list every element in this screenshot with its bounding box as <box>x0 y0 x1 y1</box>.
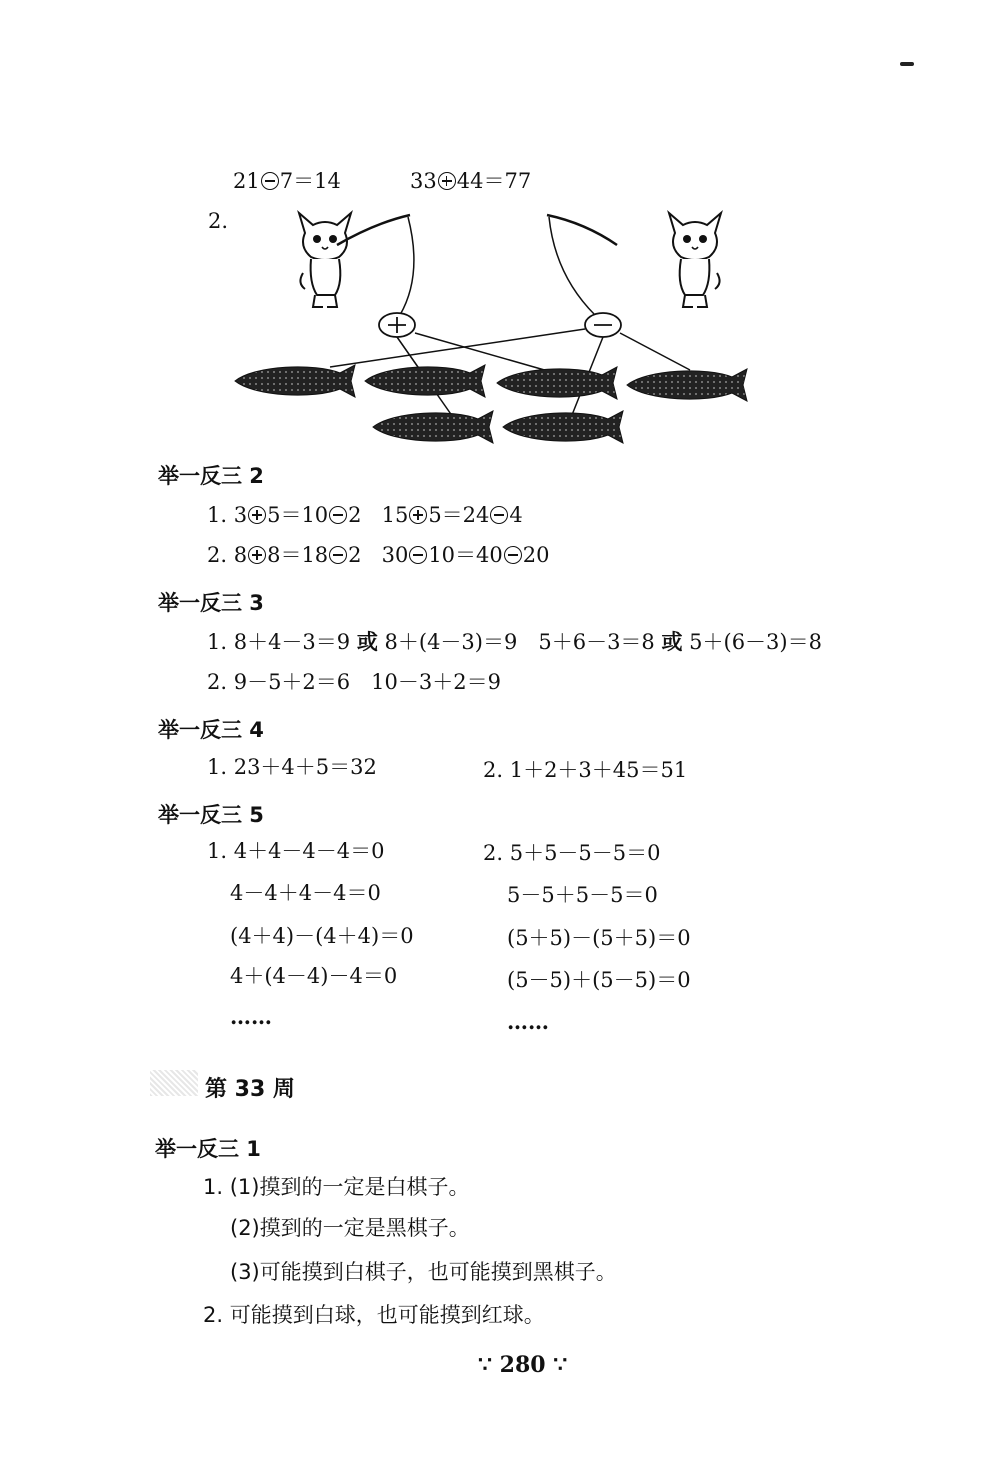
right-fishing-rod <box>547 215 617 245</box>
cat-fishing-icon <box>299 213 351 307</box>
answer-line: 2. 可能摸到白球，也可能摸到红球。 <box>203 1303 545 1327</box>
answer-line: 4＋(4－4)－4＝0 <box>230 964 398 988</box>
fish-icon <box>497 367 617 399</box>
section-heading: 举一反三 4 <box>158 718 264 742</box>
plus-circle-icon <box>409 506 427 524</box>
answer-line: (4＋4)－(4＋4)＝0 <box>230 924 414 948</box>
answer-line: 2. 1＋2＋3＋45＝51 <box>483 758 688 782</box>
answer-line: (3)可能摸到白棋子，也可能摸到黑棋子。 <box>230 1260 617 1284</box>
answer-line: 2. 9－5＋2＝6 10－3＋2＝9 <box>207 670 501 694</box>
minus-circle-icon <box>504 546 522 564</box>
fish-icon <box>235 365 355 397</box>
minus-circle-icon <box>585 313 621 337</box>
ellipsis: …… <box>507 1009 549 1034</box>
minus-circle-icon <box>261 172 279 190</box>
right-fishing-line <box>549 217 595 315</box>
section-heading: 举一反三 1 <box>155 1137 261 1161</box>
answer-line: 5－5＋5－5＝0 <box>507 883 658 907</box>
fish-icon <box>503 411 623 443</box>
minus-circle-icon <box>329 506 347 524</box>
left-fishing-line <box>400 217 414 315</box>
answer-line: 1. 23＋4＋5＝32 <box>207 755 377 779</box>
answer-line: 2. 8 8＝18 2 30 10＝40 20 <box>207 543 550 567</box>
section-heading: 举一反三 5 <box>158 803 264 827</box>
page-number: ∵ 280 ∵ <box>478 1352 568 1378</box>
plus-circle-icon <box>438 172 456 190</box>
section-heading: 举一反三 2 <box>158 464 264 488</box>
week-decoration <box>150 1070 198 1096</box>
week-title: 第 33 周 <box>205 1077 295 1102</box>
answer-line: (5＋5)－(5＋5)＝0 <box>507 926 691 950</box>
equation-33-44: 33 44＝77 <box>410 169 532 193</box>
scan-mark <box>900 62 914 66</box>
answer-line: 2. 5＋5－5－5＝0 <box>483 841 661 865</box>
equation-21-7: 21 7＝14 <box>233 169 341 193</box>
cat-fishing-icon <box>669 213 721 307</box>
answer-line: 1. 8＋4－3＝9 或 8＋(4－3)＝9 5＋6－3＝8 或 5＋(6－3)＝8 <box>207 630 822 654</box>
plus-circle-icon <box>248 546 266 564</box>
plus-circle-icon <box>379 313 415 337</box>
question-2-label: 2. <box>208 209 229 233</box>
minus-circle-icon <box>329 546 347 564</box>
answer-line: 1. (1)摸到的一定是白棋子。 <box>203 1175 470 1199</box>
answer-line: (2)摸到的一定是黑棋子。 <box>230 1216 470 1240</box>
plus-circle-icon <box>248 506 266 524</box>
minus-circle-icon <box>490 506 508 524</box>
fishing-cats-diagram <box>225 205 755 450</box>
answer-line: 1. 4＋4－4－4＝0 <box>207 839 385 863</box>
answer-line: (5－5)＋(5－5)＝0 <box>507 968 691 992</box>
ellipsis: …… <box>230 1004 272 1029</box>
answer-line: 4－4＋4－4＝0 <box>230 881 381 905</box>
minus-circle-icon <box>409 546 427 564</box>
answer-line: 1. 3 5＝10 2 15 5＝24 4 <box>207 503 523 527</box>
fish-icon <box>627 369 747 401</box>
section-heading: 举一反三 3 <box>158 591 264 615</box>
fish-icon <box>365 365 485 397</box>
fish-icon <box>373 411 493 443</box>
